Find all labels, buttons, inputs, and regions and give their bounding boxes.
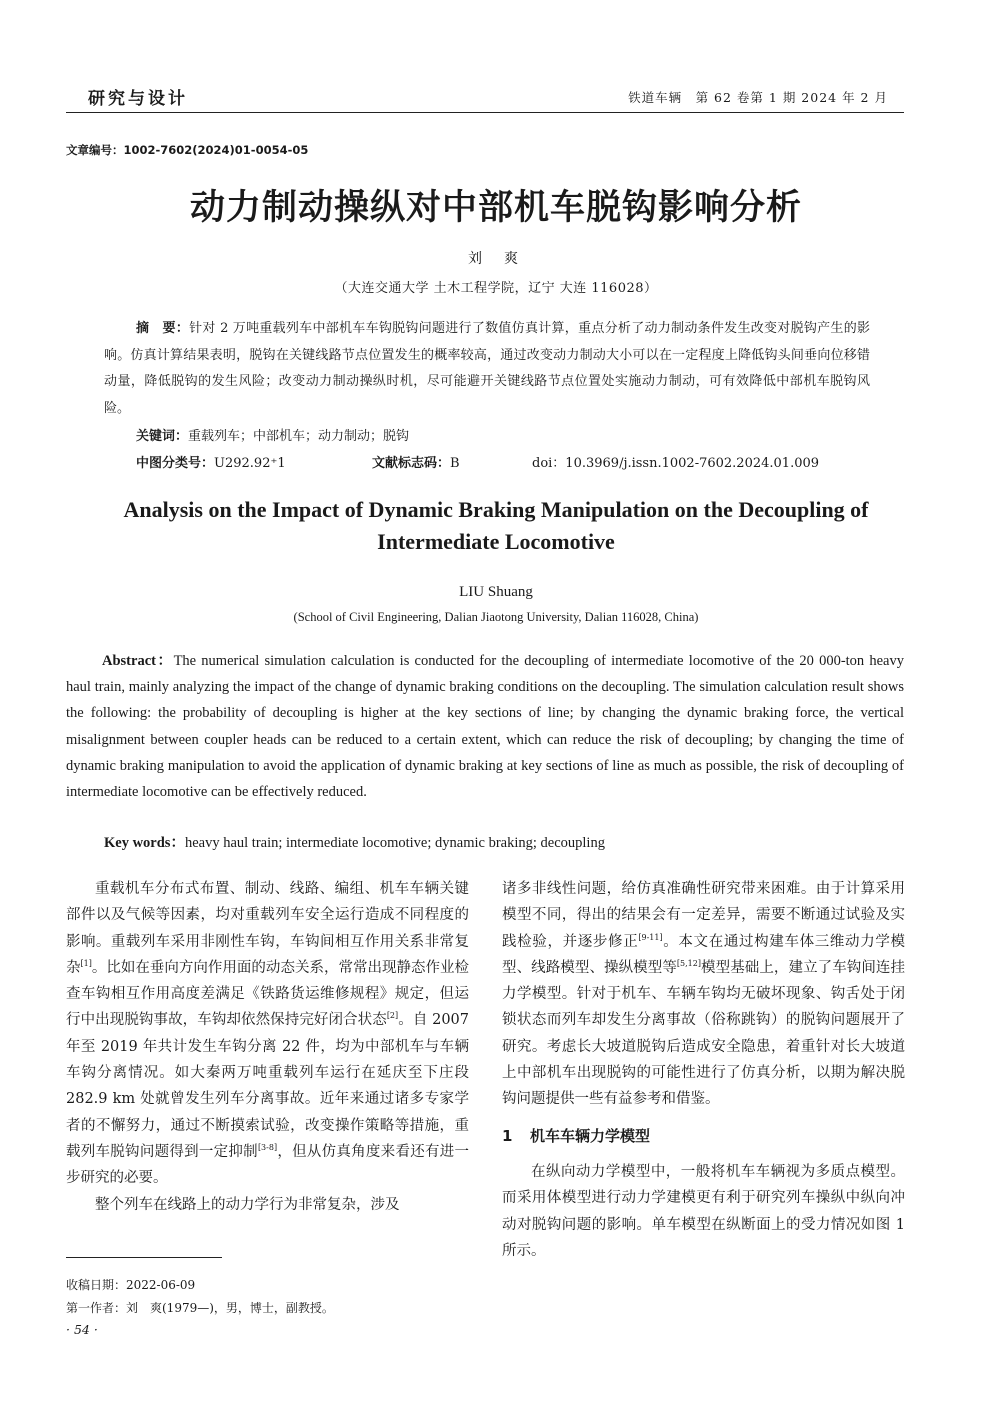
title-english: Analysis on the Impact of Dynamic Braking Manipulation on the Decoupling of Intermediate Locomotive [123, 497, 869, 554]
body-text: 。比如在垂向方向作用面的动态关系，常常出现静态作业检查车钩相互作用高度差满足《铁路货运维修规程》规定，但运行中出现脱钩事故，车钩却依然保持完好闭合状态 [66, 959, 470, 1029]
body-text: 模型基础上，建立了车钩间连挂力学模型。针对于机车、车辆车钩均无破坏现象、钩舌处于闭锁状态而列车却发生分离事故（俗称跳钩）的脱钩问题展开了研究。考虑长大坡道脱钩后造成安全隐患，着重针对长大坡道上中部机车出现脱钩的可能性进行了仿真分析，以期为解决脱钩问题提供一些有益参考和借鉴。 [502, 959, 906, 1108]
keywords-english [104, 831, 605, 852]
abstract-cn-text: 针对 2 万吨重载列车中部机车车钩脱钩问题进行了数值仿真计算，重点分析了动力制动条件发生改变对脱钩产生的影响。仿真计算结果表明，脱钩在关键线路节点位置发生的概率较高，通过改变动力制动大小可以在一定程度上降低钩头间垂向位移错动量，降低脱钩的发生风险；改变动力制动操纵时机，尽可能避开关键线路节点位置处实施动力制动，可有效降低中部机车脱钩风险。 [104, 321, 870, 416]
body-paragraph [502, 876, 905, 1113]
body-paragraph: 在纵向动力学模型中，一般将机车车辆视为多质点模型。而采用体模型进行动力学建模更有利于研究列车操纵中纵向冲动对脱钩问题的影响。单车模型在纵断面上的受力情况如图 1 所示。 [502, 1163, 905, 1259]
abstract-english [66, 648, 904, 805]
article-number: 文章编号：1002-7602(2024)01-0054-05 [66, 143, 309, 157]
keywords-cn-label: 关键词： [136, 429, 189, 444]
body-text: 。自 2007 年至 2019 年共计发生车钩分离 22 件，均为中部机车与车辆车钩分离情况。如大秦两万吨重载列车运行在延庆至下庄段 282.9 km 处就曾发生列车分离事故。近年来通过诸多专家学者的不懈努力，通过不断摸索试验，改变操作策略等措施，重载列车脱钩问题得到一定抑制 [66, 1012, 469, 1160]
body-text: 诸多非线性问题，给仿真准确性研究带来困难。由于计算采用模型不同，得出的结果会有一定差异，需要不断通过试验及实践检验，并逐步修正 [502, 881, 905, 950]
abstract-chinese [104, 316, 870, 422]
keywords-en-label: Key words： [104, 835, 185, 851]
footnote-first-author: 第一作者：刘 爽(1979—)，男，博士，副教授。 [66, 1301, 334, 1315]
body-paragraph [66, 876, 469, 1192]
doc-code-value: B [450, 456, 460, 471]
clc-number [136, 452, 286, 471]
title-chinese: 动力制动操纵对中部机车脱钩影响分析 [189, 188, 802, 228]
section-title: 机车车辆力学模型 [530, 1126, 651, 1145]
citation-ref: [2] [386, 1011, 399, 1021]
document-code [372, 452, 460, 471]
clc-value: U292.92⁺1 [214, 456, 286, 471]
doc-code-label: 文献标志码： [372, 456, 451, 471]
affiliation-english: (School of Civil Engineering, Dalian Jiaotong University, Dalian 116028, China) [293, 610, 699, 624]
journal-issue-info: 铁道车辆 第 62 卷第 1 期 2024 年 2 月 [628, 90, 888, 105]
body-paragraph: 整个列车在线路上的动力学行为非常复杂，涉及 [95, 1196, 400, 1213]
abstract-cn-label: 摘 要： [136, 321, 190, 336]
footnote-received-date: 收稿日期：2022-06-09 [66, 1278, 196, 1292]
keywords-chinese [136, 424, 902, 451]
author-english: LIU Shuang [459, 584, 533, 600]
keywords-en-text: heavy haul train; intermediate locomotive; dynamic braking; decoupling [184, 835, 605, 851]
journal-section-label: 研究与设计 [88, 89, 188, 109]
citation-ref: [9-11] [638, 932, 663, 942]
clc-label: 中图分类号： [136, 456, 215, 471]
page-number: · 54 · [66, 1322, 98, 1337]
body-text: 。本文在通过构建车体三维动力学模型、线路模型、操纵模型等 [502, 933, 906, 976]
author-chinese: 刘爽 [468, 251, 540, 267]
section-number: 1 [502, 1126, 513, 1145]
keywords-cn-text: 重载列车；中部机车；动力制动；脱钩 [188, 429, 410, 444]
footnote-rule [66, 1257, 222, 1258]
citation-ref: [1] [80, 958, 92, 968]
body-text: ，但从仿真角度来看还有进一步研究的必要。 [66, 1143, 469, 1187]
section-heading [502, 1123, 905, 1149]
doi: doi：10.3969/j.issn.1002-7602.2024.01.009 [532, 456, 820, 471]
body-column-right [502, 876, 905, 1264]
citation-ref: [3-8] [257, 1142, 278, 1152]
abstract-en-label: Abstract： [102, 653, 174, 669]
citation-ref: [5,12] [676, 958, 701, 968]
header-rule [66, 112, 904, 113]
body-column-left [66, 876, 469, 1218]
body-text: 重载机车分布式布置、制动、线路、编组、机车车辆关键部件以及气候等因素，均对重载列车安全运行造成不同程度的影响。重载列车采用非刚性车钩，车钩间相互作用关系非常复杂 [66, 881, 469, 976]
abstract-en-text: The numerical simulation calculation is conducted for the decoupling of intermediate locomotive of the 20 000-ton heavy haul train, mainly analyzing the impact of the change of dynamic braking conditions on the decoupling. The simulation calculation result shows the following: the probability of decoupling is higher at the key sections of line; by changing the dynamic braking force, the vertical misalignment between coupler heads can be reduced to a certain extent, which can reduce the risk of decoupling; by changing the time of dynamic braking manipulation to avoid the application of dynamic braking at key sections of line as much as possible, the risk of decoupling of intermediate locomotive can be effectively reduced. [66, 653, 904, 801]
affiliation-chinese: （大连交通大学 土木工程学院，辽宁 大连 116028） [334, 281, 658, 296]
